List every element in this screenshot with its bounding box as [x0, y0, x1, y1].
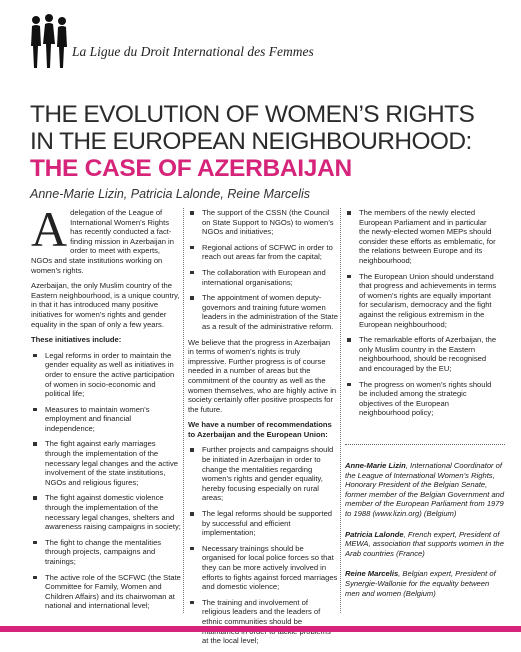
bio-marcelis: Reine Marcelis, Belgian expert, President of Synergie-Wallonie for the equality between men and women (Belgium)	[345, 569, 496, 598]
authors: Anne-Marie Lizin, Patricia Lalonde, Reine Marcelis	[30, 187, 310, 201]
column-divider	[183, 208, 184, 613]
intro-paragraph: A delegation of the League of International Women’s Rights has recently conducted a fact-finding mission in Azerbaijan in order to meet with experts, NGOs and state institutions working on women’s rights.	[31, 201, 174, 275]
column-3	[345, 208, 497, 424]
league-logo-icon	[29, 12, 69, 72]
column-2	[188, 208, 338, 652]
recommendations-list	[188, 445, 338, 645]
drop-cap: A	[31, 201, 68, 257]
list-item: The legal reforms should be supported by successful and efficient implementation;	[188, 509, 338, 538]
list-item: Further projects and campaigns should be initiated in Azerbaijan in order to change the mentalities regarding women’s rights and gender equality, hereby focusing especially on rural areas;	[188, 445, 338, 503]
list-item: The appointment of women deputy-governors and training future women leaders in the administration of the State as a result of the administrative reform.	[188, 293, 338, 331]
initiatives-list-cont	[188, 208, 338, 332]
list-item: The fight against early marriages through the implementation of the necessary legal changes and the active involvement of the state institutions, NGOs and religious figures;	[31, 439, 181, 487]
title-line-2: IN THE EUROPEAN NEIGHBOURHOOD:	[30, 128, 472, 155]
paragraph: Azerbaijan, the only Muslim country of the Eastern neighbourhood, is a unique country, in that it has introduced many positive initiatives for women’s rights and gender equality in the span of only a few years.	[31, 281, 180, 329]
column-divider	[340, 208, 341, 613]
title-line-1: THE EVOLUTION OF WOMEN’S RIGHTS	[30, 101, 475, 128]
organization-name: La Ligue du Droit International des Femmes	[72, 44, 314, 59]
footer-accent-bar	[0, 626, 521, 632]
title-line-3: THE CASE OF AZERBAIJAN	[30, 155, 352, 182]
bio-lalonde: Patricia Lalonde, French expert, President of MEWA, association that supports women in the Arab countries (France)	[345, 529, 504, 558]
column-1	[31, 201, 181, 617]
list-item: The training and involvement of religious leaders and the leaders of ethnic communities should be at the local level;	[188, 598, 338, 646]
list-item: The collaboration with European and international organisations;	[188, 268, 338, 287]
list-item: Measures to maintain women’s employment and financial independence;	[31, 405, 181, 434]
list-item: The active role of the SCFWC (the State Committee for Family, Women and Children Affairs) and its chairwoman at national and international level;	[31, 573, 181, 611]
list-item: The fight to change the mentalities through projects, campaigns and trainings;	[31, 538, 181, 567]
initiatives-list	[31, 351, 181, 611]
list-item: The European Union should understand that progress and achievements in terms of women’s rights are equally important for secularism, democracy and the fight against the religious extremism in the European neighbourhood;	[345, 272, 497, 330]
list-item: The support of the CSSN (the Council on State Support to NGOs) to women’s NGOs and initiatives;	[188, 208, 338, 237]
list-item: The fight against domestic violence through the implementation of the necessary legal changes, shelters and awareness raising campaigns in society;	[31, 493, 181, 531]
page-title	[30, 101, 510, 182]
initiatives-heading: These initiatives include:	[31, 335, 122, 345]
author-bios	[345, 444, 505, 609]
list-item: Legal reforms in order to maintain the gender equality as well as initiatives in order to ensure the active participation of women in socio-economic and political life;	[31, 351, 181, 399]
list-item: The members of the newly elected European Parliament and in particular the newly-elected women MEPs should consider these efforts as emblematic, for the relations between Europe and its neighbourhood;	[345, 208, 497, 266]
bio-lizin: Anne-Marie Lizin, International Coordinator of the League of International Women’s Rights, Honorary President of the Belgian Senate, former member of the Belgian Government and member of the European Parliament from 1979 to 1988 (www.lizin.org) (Belgium)	[345, 461, 505, 518]
list-item: The remarkable efforts of Azerbaijan, the only Muslim country in the Eastern neighbourhood, should be recognised and encouraged by the EU;	[345, 335, 497, 373]
list-item: The progress on women’s rights should be included among the strategic objectives of the European neighbourhood policy;	[345, 380, 497, 418]
list-item: Necessary trainings should be organised for local police forces so that they can be more actively involved in efforts to fights against forced marriages and domestic violence;	[188, 544, 338, 592]
recommendations-heading: We have a number of recommendations to Azerbaijan and the European Union:	[188, 420, 332, 439]
bio-divider	[345, 444, 505, 445]
paragraph: We believe that the progress in Azerbaijan in terms of women’s rights is truly impressive. Further progress is of course needed in a number of areas but the commitment of the country as well as the women themselves, who are highly active in society certainly offer positive prospects for the future.	[188, 337, 337, 414]
recommendations-list-cont	[345, 208, 497, 418]
list-item: Regional actions of SCFWC in order to reach out areas far from the capital;	[188, 243, 338, 262]
